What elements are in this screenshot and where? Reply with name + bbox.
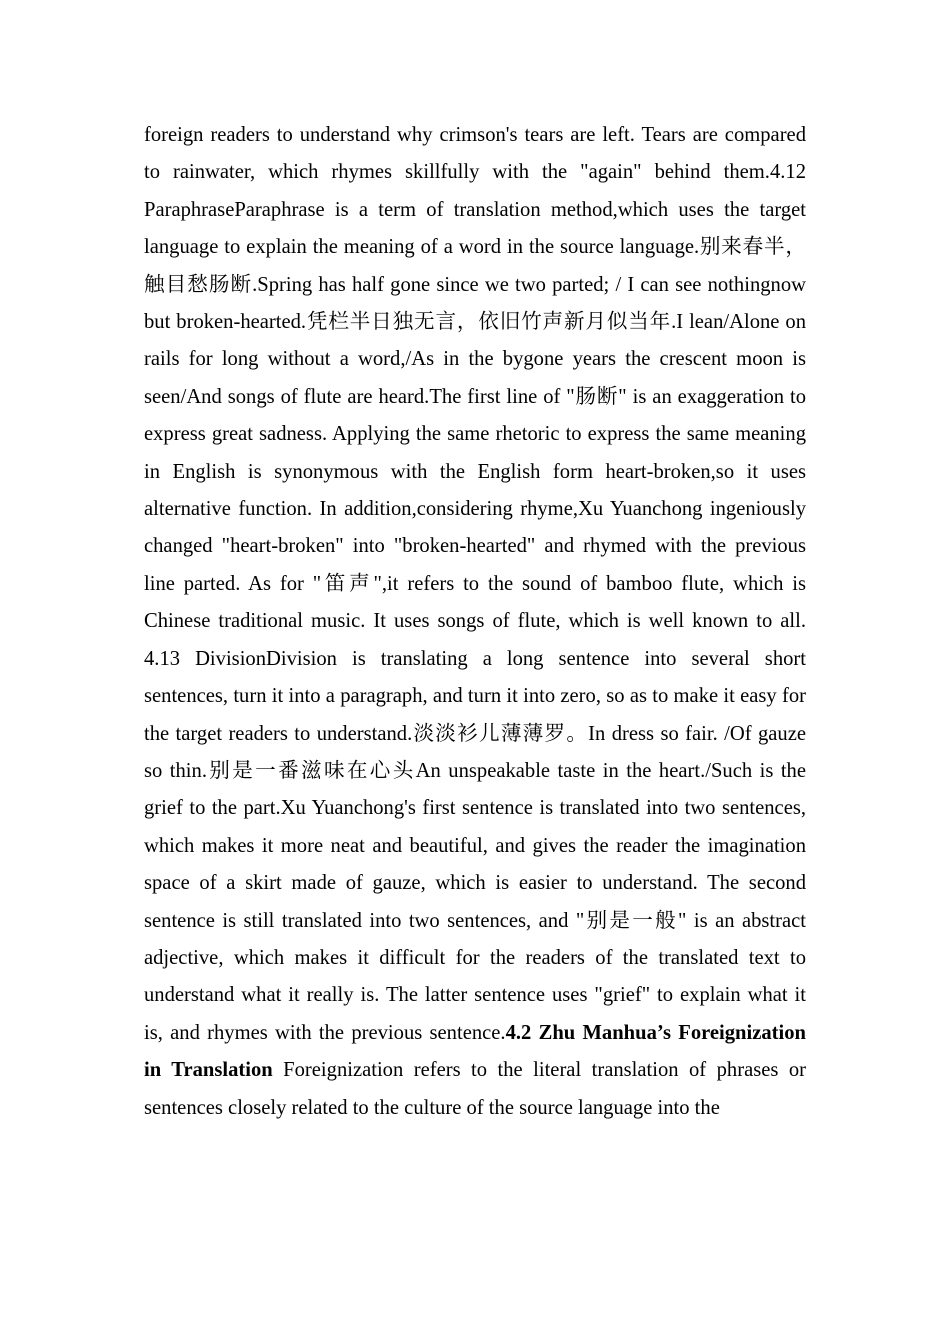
paragraph-text-part1: foreign readers to understand why crimson's tears are left. Tears are compared to rainwater, which rhymes skillfully with the "again" behind them.4.12 ParaphraseParaphrase is a term of translation method,which uses the target language to explain the meaning of a word in the source language.别来春半，触目愁肠断.Spring has half gone since we two parted; / I can see nothingnow but broken-hearted.凭栏半日独无言，依旧竹声新月似当年.I lean/Alone on rails for long without a word,/As in the bygone years the crescent moon is seen/And songs of flute are heard.The first line of "肠断" is an exaggeration to express great sadness. Applying the same rhetoric to express the same meaning in English is synonymous with the English form heart-broken,so it uses alternative function. In addition,considering rhyme,Xu Yuanchong ingeniously changed "heart-broken" into "broken-hearted" and rhymed with the previous line parted. As for "笛声",it refers to the sound of bamboo flute, which is Chinese traditional music. It uses songs of flute, which is well known to all. 4.13 DivisionDivision is translating a long sentence into several short sentences, turn it into a paragraph, and turn it into zero, so as to make it easy for the target readers to understand.淡淡衫儿薄薄罗。In dress so fair. /Of gauze so thin.别是一番滋味在心头An unspeakable taste in the heart./Such is the grief to the part.Xu Yuanchong's first sentence is translated into two sentences, which makes it more neat and beautiful, and gives the reader the imagination space of a skirt made of gauze, which is easier to understand. The second sentence is still translated into two sentences, and "别是一般" is an abstract adjective, which makes it difficult for the readers of the translated text to understand what it really is. The latter sentence uses "grief" to explain what it is, and rhymes with the previous sentence. [144,124,806,1044]
section-heading-4-2: 4.2 Zhu Manhua’s Foreignization in Translation [144,1021,807,1082]
body-paragraph [144,117,806,1127]
paragraph-text-part2: Foreignization refers to the literal translation of phrases or sentences closely related to the culture of the source language into the [144,1059,806,1119]
